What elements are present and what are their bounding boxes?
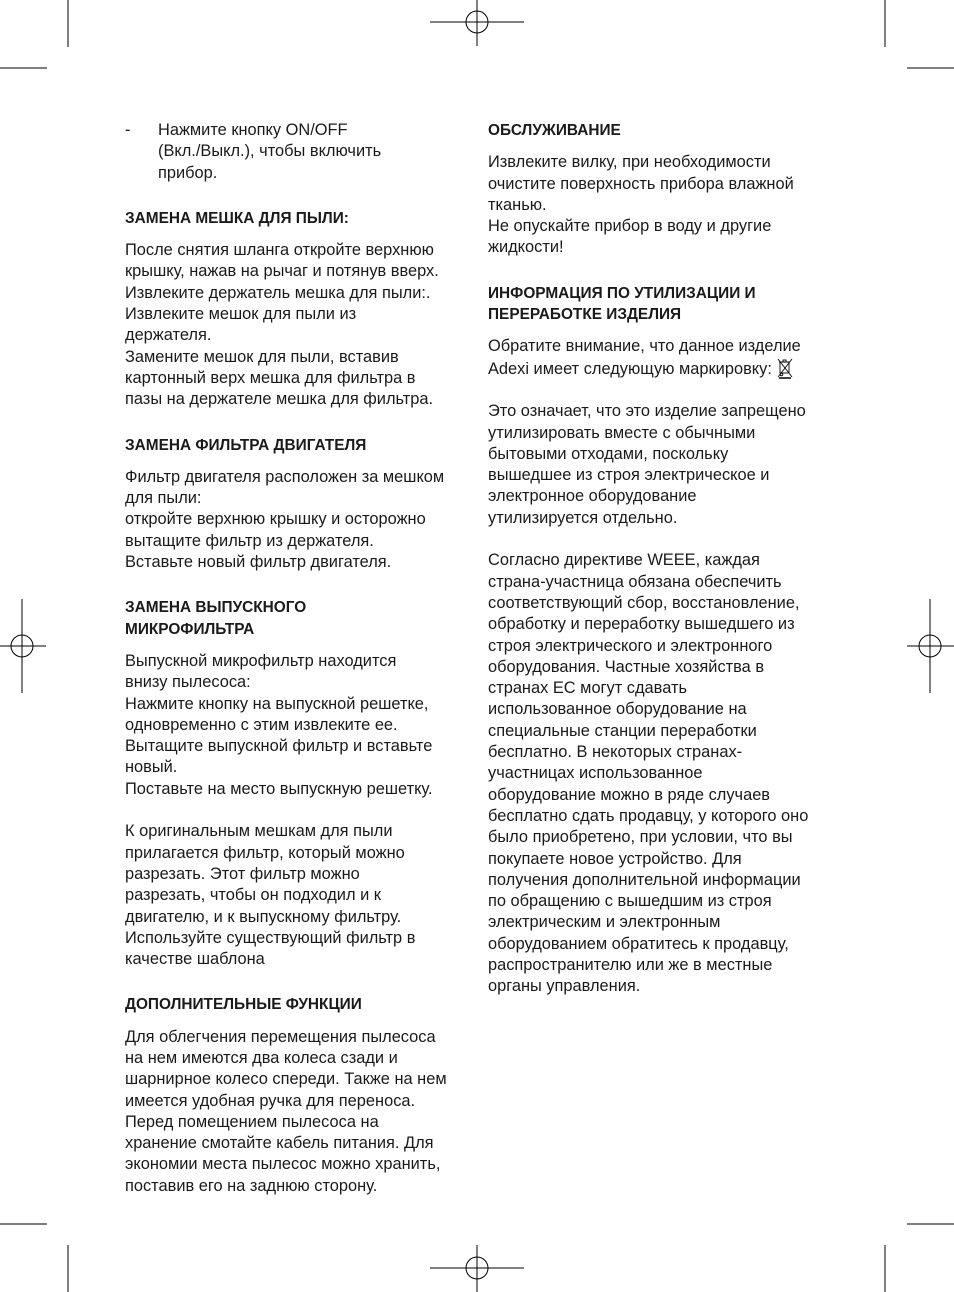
paragraph-weee-directive: Согласно директиве WEEE, каждая страна-участница обязана обеспечить соответствующий сбор, восстановление, обработку и переработку вышедшего из строя электрического и электронного оборудования. Частные хозяйства в странах ЕС могут сдавать использованное оборудование на специальные станции переработки бесплатно. В некоторых странах- участницах использованное оборудование можно в ряде случаев бесплатно сдать продавцу, у которого оно было приобретено, при условии, что вы покупаете новое устройство. Для получения дополнительной информации по обращению с вышедшим из строя электрическим и электронным оборудованием обратитесь к продавцу, распространителю или же в местные органы управления. [488, 551, 809, 996]
heading-dust-bag-replacement: ЗАМЕНА МЕШКА ДЛЯ ПЫЛИ: [125, 209, 349, 227]
left-column [125, 120, 470, 1197]
paragraph-bag-filter-note: К оригинальным мешкам для пыли прилагается фильтр, который можно разрезать. Этот фильтр можно разрезать, чтобы он подходил и к двигателю, и к выпускному фильтру. Используйте существующий фильтр в качестве шаблона [125, 822, 416, 969]
registration-target-top [430, 0, 524, 46]
bullet-text: Нажмите кнопку ON/OFF (Вкл./Выкл.), чтобы включить прибор. [158, 121, 382, 182]
paragraph-disposal-meaning: Это означает, что это изделие запрещено утилизировать вместе с обычными бытовыми отходами, поскольку вышедшее из строя электрическое и электронное оборудование утилизируется отдельно. [488, 402, 806, 527]
paragraph-maintenance: Извлеките вилку, при необходимости очистите поверхность прибора влажной тканью. Не опускайте прибор в воду и другие жидкости! [488, 153, 794, 257]
heading-exhaust-microfilter-replacement: ЗАМЕНА ВЫПУСКНОГО МИКРОФИЛЬТРА [125, 599, 307, 638]
paragraph-disposal-intro [488, 336, 833, 380]
registration-target-bottom [430, 1245, 524, 1292]
registration-target-right [907, 599, 954, 693]
bullet-item-power [125, 120, 470, 184]
heading-maintenance: ОБСЛУЖИВАНИЕ [488, 122, 621, 139]
right-column [488, 120, 833, 998]
paragraph-additional-functions: Для облегчения перемещения пылесоса на нем имеются два колеса сзади и шарнирное колесо спереди. Также на нем имеется удобная ручка для переноса. Перед помещением пылесоса на хранение смотайте кабель питания. Для экономии места пылесос можно хранить, поставив его на заднюю сторону. [125, 1027, 447, 1195]
disposal-intro-text: Обратите внимание, что данное изделие Adexi имеет следующую маркировку: [488, 337, 801, 378]
heading-additional-functions: ДОПОЛНИТЕЛЬНЫЕ ФУНКЦИИ [125, 996, 362, 1014]
bullet-dash: - [125, 121, 131, 139]
registration-target-left [0, 599, 46, 693]
paragraph-motor-filter-replacement: Фильтр двигателя расположен за мешком для пыли: откройте верхнюю крышку и осторожно вытащите фильтр из держателя. Вставьте новый фильтр двигателя. [125, 467, 445, 572]
crossed-out-wheelie-bin-icon [776, 358, 794, 379]
heading-disposal-info: ИНФОРМАЦИЯ ПО УТИЛИЗАЦИИ И ПЕРЕРАБОТКЕ ИЗДЕЛИЯ [488, 284, 756, 324]
heading-motor-filter-replacement: ЗАМЕНА ФИЛЬТРА ДВИГАТЕЛЯ [125, 436, 367, 454]
paragraph-exhaust-microfilter-replacement: Выпускной микрофильтр находится внизу пылесоса: Нажмите кнопку на выпускной решетке, одновременно с этим извлеките ее. Вытащите выпускной фильтр и вставьте новый. Поставьте на место выпускную решетку. [125, 651, 433, 798]
paragraph-dust-bag-replacement: После снятия шланга откройте верхнюю крышку, нажав на рычаг и потянув вверх. Извлеките держатель мешка для пыли:. Извлеките мешок для пыли из держателя. Замените мешок для пыли, вставив картонный верх мешка для фильтра в пазы на держателе мешка для фильтра. [125, 241, 439, 409]
